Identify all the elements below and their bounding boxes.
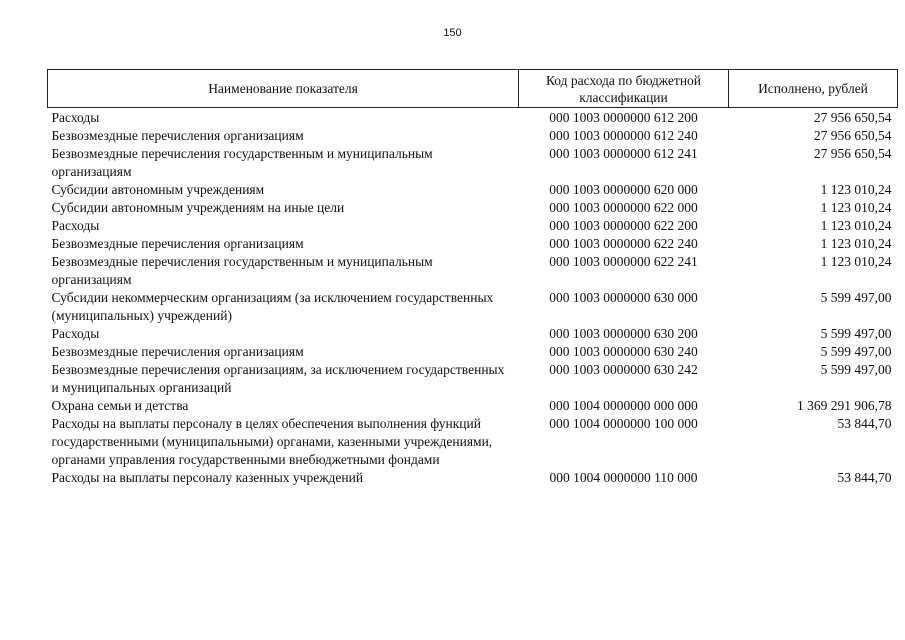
table-row [48, 415, 898, 469]
row-amount: 1 123 010,24 [820, 181, 892, 197]
row-amount: 27 956 650,54 [813, 109, 892, 125]
row-name: Безвозмездные перечисления государственным и муниципальным организациям [51, 145, 433, 179]
row-name: Безвозмездные перечисления организациям [51, 127, 304, 143]
row-code: 000 1003 0000000 612 240 [549, 127, 698, 143]
table-header-row [48, 70, 898, 108]
row-amount: 5 599 497,00 [820, 325, 892, 341]
row-amount: 27 956 650,54 [813, 145, 892, 161]
row-name: Расходы [51, 217, 100, 233]
table-row [48, 289, 898, 325]
row-amount: 27 956 650,54 [813, 127, 892, 143]
row-code: 000 1003 0000000 622 000 [549, 199, 698, 215]
row-amount: 1 369 291 906,78 [797, 397, 892, 413]
row-amount: 1 123 010,24 [820, 235, 892, 251]
row-amount: 5 599 497,00 [820, 289, 892, 305]
expenses-table [47, 69, 898, 487]
table-row [48, 253, 898, 289]
row-name: Безвозмездные перечисления организациям, за исключением государственных и муниципальных организаций [51, 361, 505, 395]
row-name: Безвозмездные перечисления государственным и муниципальным организациям [51, 253, 433, 287]
table-row [48, 127, 898, 145]
row-code: 000 1003 0000000 622 200 [549, 217, 698, 233]
row-code: 000 1004 0000000 110 000 [549, 469, 698, 485]
row-name: Расходы на выплаты персоналу казенных учреждений [51, 469, 364, 485]
table-body [48, 108, 898, 487]
row-name: Безвозмездные перечисления организациям [51, 343, 304, 359]
header-indicator-name: Наименование показателя [48, 70, 519, 108]
row-amount: 53 844,70 [837, 469, 892, 485]
row-code: 000 1003 0000000 622 240 [549, 235, 698, 251]
row-code: 000 1003 0000000 620 000 [549, 181, 698, 197]
table-row [48, 343, 898, 361]
table-row [48, 397, 898, 415]
row-name: Субсидии автономным учреждениям на иные цели [51, 199, 345, 215]
row-name: Расходы [51, 325, 100, 341]
row-name: Охрана семьи и детства [51, 397, 189, 413]
row-name: Безвозмездные перечисления организациям [51, 235, 304, 251]
table-row [48, 469, 898, 487]
header-executed-amount: Исполнено, рублей [729, 70, 898, 108]
row-code: 000 1003 0000000 612 241 [549, 145, 698, 161]
row-amount: 53 844,70 [837, 415, 892, 431]
row-code: 000 1004 0000000 000 000 [549, 397, 698, 413]
row-code: 000 1004 0000000 100 000 [549, 415, 698, 431]
row-name: Расходы на выплаты персоналу в целях обеспечения выполнения функций государственными (муниципальными) органами, казенными учреждениями, органами управления государственными внебюджетными фондами [51, 415, 493, 467]
table-row [48, 325, 898, 343]
row-amount: 5 599 497,00 [820, 361, 892, 377]
table-row [48, 361, 898, 397]
row-code: 000 1003 0000000 622 241 [549, 253, 698, 269]
row-code: 000 1003 0000000 630 200 [549, 325, 698, 341]
table-row [48, 217, 898, 235]
row-code: 000 1003 0000000 630 000 [549, 289, 698, 305]
row-amount: 1 123 010,24 [820, 217, 892, 233]
row-amount: 1 123 010,24 [820, 253, 892, 269]
table-row [48, 109, 898, 127]
page-number: 150 [443, 27, 462, 39]
table-row [48, 181, 898, 199]
table-row [48, 145, 898, 181]
row-amount: 1 123 010,24 [820, 199, 892, 215]
table-row [48, 199, 898, 217]
row-name: Расходы [51, 109, 100, 125]
row-name: Субсидии некоммерческим организациям (за исключением государственных (муниципальных) учреждений) [51, 289, 494, 323]
table-row [48, 235, 898, 253]
row-code: 000 1003 0000000 630 240 [549, 343, 698, 359]
row-amount: 5 599 497,00 [820, 343, 892, 359]
report-table-container [47, 69, 897, 487]
row-code: 000 1003 0000000 612 200 [549, 109, 698, 125]
row-code: 000 1003 0000000 630 242 [549, 361, 698, 377]
row-name: Субсидии автономным учреждениям [51, 181, 265, 197]
header-budget-code: Код расхода по бюджетной классификации [519, 70, 729, 108]
